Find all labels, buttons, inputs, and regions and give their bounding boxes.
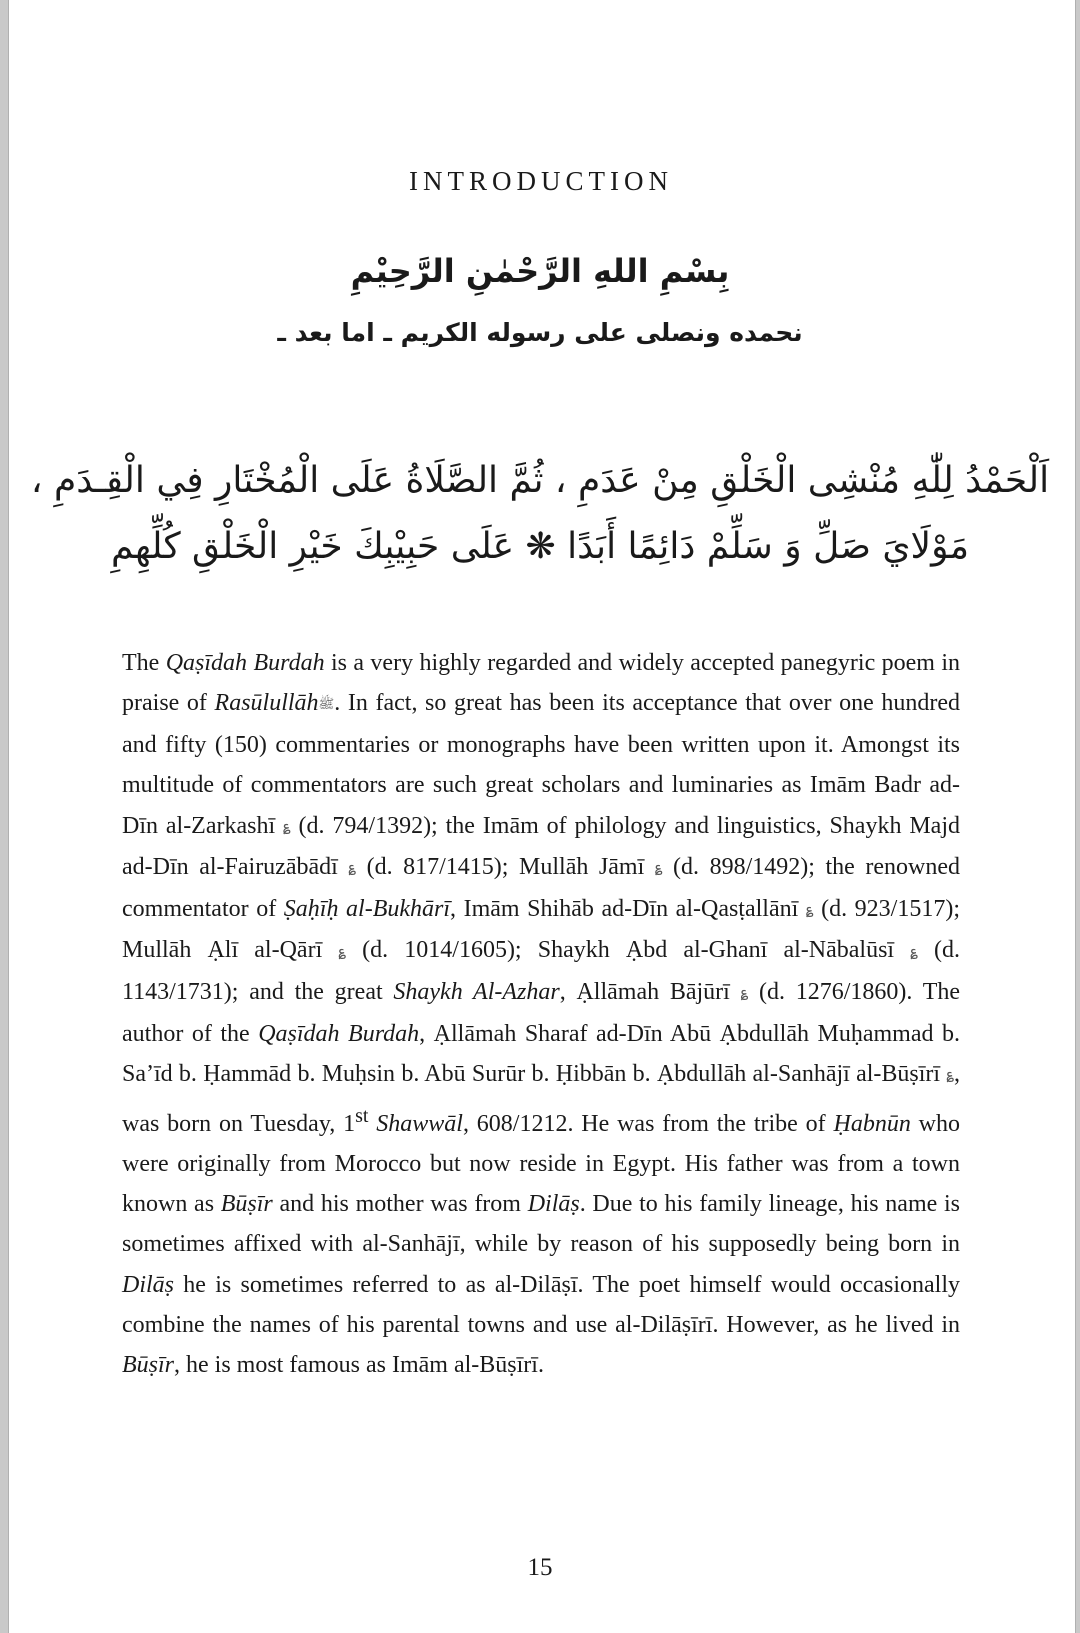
rahimahullah-icon: ؏ — [910, 943, 918, 959]
text-run: and his mother was from — [272, 1191, 528, 1218]
italic-term: Dilāṣ — [527, 1191, 580, 1218]
text-run: , Ạllāmah Bājūrī — [559, 979, 730, 1006]
salawat-icon: ﷺ — [318, 696, 335, 712]
text-run: (d. 817/1415); Mullāh Jāmī — [356, 854, 645, 881]
rahimahullah-icon: ؏ — [946, 1067, 954, 1083]
ordinal-suffix: st — [355, 1104, 369, 1127]
verse-line-1: اَلْحَمْدُ لِلّٰهِ مُنْشِى الْخَلْقِ مِنْ عَدَمِ ، ثُمَّ الصَّلَاةُ عَلَى الْمُخْتَارِ فِي الْقِـدَمِ ، — [30, 460, 1050, 501]
italic-term: Shawwāl — [376, 1110, 463, 1137]
text-run: , he is most famous as Imām al-Būṣīrī. — [174, 1352, 544, 1379]
text-run: , 608/1212. He was from the tribe of — [462, 1110, 834, 1137]
italic-term: Ṣaḥīḥ al-Bukhārī — [283, 895, 451, 922]
italic-term: Būṣīr — [122, 1352, 175, 1379]
text-run: , Imām Shihāb ad-Dīn al-Qasṭallānī — [450, 895, 799, 922]
rahimahullah-icon: ؏ — [805, 902, 814, 918]
rahimahullah-icon: ؏ — [283, 818, 291, 834]
italic-term: Qaṣīdah Burdah — [165, 650, 325, 676]
text-run: . In fact, so great has been its acceptance that over one hundred and fifty (150) commentaries or monographs have been written upon it. Amongst its multitude of commentators are such great scholars and luminaries as Imām Badr ad-Dīn al-Zarkashī — [122, 690, 961, 839]
text-run: (d. 1276/1860). The author of the — [122, 979, 961, 1047]
text-run: , was born on Tuesday, 1 — [122, 1060, 960, 1137]
text-run: (d. 898/1492); the renowned commentator of — [122, 854, 961, 922]
italic-term: Būṣīr — [220, 1191, 273, 1218]
paragraph-text — [122, 643, 960, 1386]
italic-term: Ḥabnūn — [833, 1110, 911, 1137]
rahimahullah-icon: ؏ — [654, 860, 663, 876]
text-run: (d. 923/1517); Mullāh Ạlī al-Qārī — [122, 895, 960, 964]
text-run: is a very highly regarded and widely accepted panegyric poem in praise of — [122, 650, 961, 717]
page-number: 15 — [527, 1554, 553, 1581]
text-run: , Ạllāmah Sharaf ad-Dīn Abū Ạbdullāh Muḥammad b. Sa’īd b. Ḥammād b. Muḥsin b. Abū Surūr b. Ḥibbān b. Ạbdullāh al-Sanhājī al-Būṣīrī — [122, 1020, 961, 1087]
italic-term: Qaṣīdah Burdah — [258, 1020, 420, 1047]
opening-verses — [0, 448, 1080, 580]
rahimahullah-icon: ؏ — [338, 943, 346, 959]
text-run: The — [122, 650, 166, 676]
rahimahullah-icon: ؏ — [348, 860, 357, 876]
text-run: (d. 1143/1731); and the great — [122, 937, 960, 1006]
chapter-heading: INTRODUCTION — [409, 166, 673, 196]
introduction-paragraph — [122, 643, 960, 1386]
text-run: (d. 794/1392); the Imām of philology and linguistics, Shaykh Majd ad-Dīn al-Fairuzābādī — [122, 812, 960, 881]
text-run: who were originally from Morocco but now reside in Egypt. His father was from a town known as — [122, 1110, 960, 1218]
italic-term: Dilāṣ — [122, 1271, 175, 1298]
salutation-line: نحمده ونصلى على رسوله الكريم ـ اما بعد ـ — [277, 318, 803, 347]
basmala: بِسْمِ اللهِ الرَّحْمٰنِ الرَّحِيْمِ — [350, 252, 730, 290]
rahimahullah-icon: ؏ — [740, 985, 749, 1001]
verse-line-2: مَوْلَايَ صَلِّ وَ سَلِّمْ دَائِمًا أَبَدًا ❋ عَلَى حَبِيْبِكَ خَيْرِ الْخَلْقِ كُلِّهِمِ — [111, 526, 969, 567]
text-run: (d. 1014/1605); Shaykh Ạbd al-Ghanī al-Nābalūsī — [346, 937, 895, 964]
italic-term: Shaykh Al-Azhar — [393, 979, 560, 1006]
text-run: . Due to his family lineage, his name is sometimes affixed with al-Sanhājī, while by reason of his supposedly being born in — [122, 1191, 961, 1258]
italic-term: Rasūlullāh — [214, 690, 319, 717]
text-run: he is sometimes referred to as al-Dilāṣī. The poet himself would occasionally combine the names of his parental towns and use al-Dilāṣīrī. However, as he lived in — [122, 1271, 960, 1339]
